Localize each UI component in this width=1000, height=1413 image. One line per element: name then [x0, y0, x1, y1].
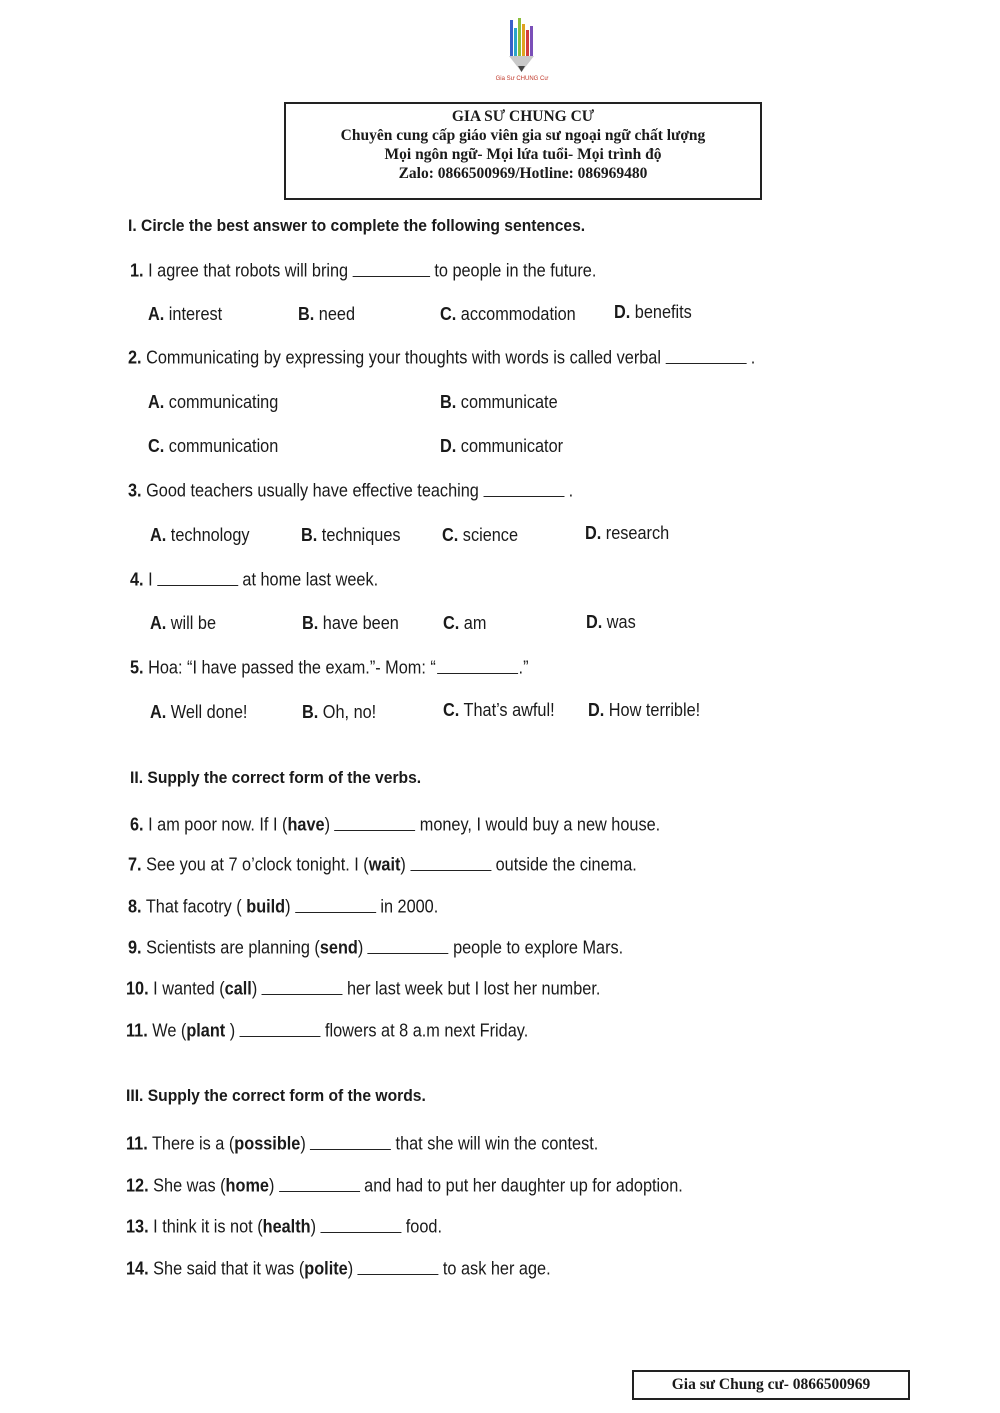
- option-3a[interactable]: [150, 524, 250, 546]
- word-item-12: [126, 1174, 683, 1197]
- answer-blank[interactable]: [483, 479, 564, 497]
- option-1b[interactable]: [298, 303, 355, 325]
- question-text: Good teachers usually have effective teaching: [146, 479, 479, 501]
- option-letter: A.: [150, 701, 167, 722]
- item-number: 14.: [126, 1257, 149, 1279]
- answer-blank[interactable]: [353, 259, 430, 277]
- item-number: 10.: [126, 977, 149, 999]
- answer-blank[interactable]: [368, 936, 449, 954]
- option-letter: A.: [150, 612, 167, 633]
- question-2: [128, 346, 755, 369]
- option-text: That’s awful!: [463, 699, 555, 720]
- item-text: There is a (: [151, 1132, 235, 1154]
- option-letter: C.: [443, 612, 460, 633]
- option-4b[interactable]: [302, 612, 399, 634]
- item-text: I think it is not (: [153, 1215, 263, 1237]
- option-letter: D.: [585, 522, 602, 543]
- answer-blank[interactable]: [310, 1132, 391, 1150]
- item-text: ): [268, 1174, 275, 1196]
- item-text: ): [225, 1019, 236, 1041]
- item-text: She was (: [153, 1174, 226, 1196]
- word-item-11: [126, 1132, 598, 1155]
- answer-blank[interactable]: [334, 813, 415, 831]
- item-number: 9.: [128, 936, 142, 958]
- item-text: See you at 7 o’clock tonight. I (: [146, 853, 369, 875]
- question-text-end: .: [750, 346, 756, 368]
- item-word: possible: [234, 1132, 301, 1154]
- option-5d[interactable]: [588, 699, 700, 721]
- logo-caption: Gia Sư CHUNG Cư: [495, 76, 549, 82]
- option-letter: A.: [148, 391, 165, 412]
- option-letter: A.: [150, 524, 167, 545]
- question-number: 5.: [130, 656, 144, 678]
- item-verb: build: [246, 895, 286, 917]
- header-box: [284, 102, 762, 200]
- question-text: I agree that robots will bring: [148, 259, 349, 281]
- item-number: 8.: [128, 895, 142, 917]
- option-text: How terrible!: [608, 699, 701, 720]
- option-letter: C.: [440, 303, 457, 324]
- question-text: Communicating by expressing your thoughts with words is called verbal: [146, 346, 661, 368]
- item-verb: have: [287, 813, 325, 835]
- item-text: I wanted (: [153, 977, 225, 999]
- option-letter: D.: [614, 301, 631, 322]
- item-text: ): [400, 853, 406, 875]
- item-text-end: in 2000.: [380, 895, 439, 917]
- answer-blank[interactable]: [157, 568, 238, 586]
- question-number: 2.: [128, 346, 142, 368]
- item-verb: send: [319, 936, 358, 958]
- item-number: 7.: [128, 853, 142, 875]
- footer-box: [632, 1370, 910, 1400]
- verb-item-6: [130, 813, 660, 836]
- question-4: [130, 568, 378, 591]
- item-text: ): [357, 936, 364, 958]
- item-word: health: [262, 1215, 311, 1237]
- option-1c[interactable]: [440, 303, 576, 325]
- option-letter: C.: [443, 699, 460, 720]
- option-text: am: [463, 612, 487, 633]
- option-text: communication: [168, 435, 279, 456]
- option-text: have been: [322, 612, 399, 633]
- section-2-title: II. Supply the correct form of the verbs.: [130, 768, 422, 787]
- question-3: [128, 479, 573, 502]
- verb-item-7: [128, 853, 637, 876]
- question-text-end: at home last week.: [242, 568, 379, 590]
- item-text: ): [310, 1215, 317, 1237]
- verb-item-9: [128, 936, 623, 959]
- option-letter: D.: [588, 699, 605, 720]
- question-1: [130, 259, 596, 282]
- header-scope: Mọi ngôn ngữ- Mọi lứa tuổi- Mọi trình độ: [384, 146, 662, 163]
- option-4d[interactable]: [586, 611, 636, 633]
- word-item-14: [126, 1257, 551, 1280]
- item-text-end: money, I would buy a new house.: [419, 813, 661, 835]
- item-text-end: to ask her age.: [442, 1257, 551, 1279]
- item-text: ): [285, 895, 291, 917]
- option-text: communicator: [460, 435, 564, 456]
- option-2a[interactable]: [148, 391, 278, 413]
- word-item-13: [126, 1215, 442, 1238]
- option-4c[interactable]: [443, 612, 486, 634]
- answer-blank[interactable]: [262, 977, 343, 995]
- option-letter: C.: [442, 524, 459, 545]
- item-number: 13.: [126, 1215, 149, 1237]
- option-text: benefits: [634, 301, 692, 322]
- question-number: 3.: [128, 479, 142, 501]
- item-text: I am poor now. If I (: [148, 813, 288, 835]
- option-2c[interactable]: [148, 435, 278, 457]
- item-verb: call: [224, 977, 252, 999]
- option-text: science: [462, 524, 519, 545]
- item-text-end: food.: [405, 1215, 442, 1237]
- item-text: ): [300, 1132, 306, 1154]
- option-3c[interactable]: [442, 524, 518, 546]
- question-text-end: .”: [518, 656, 529, 678]
- option-5c[interactable]: [443, 699, 555, 721]
- option-1d[interactable]: [614, 301, 692, 323]
- option-letter: B.: [301, 524, 318, 545]
- item-text-end: and had to put her daughter up for adoption.: [364, 1174, 683, 1196]
- answer-blank[interactable]: [665, 346, 746, 364]
- item-word: polite: [304, 1257, 348, 1279]
- option-text: will be: [170, 612, 217, 633]
- header-contact: Zalo: 0866500969/Hotline: 086969480: [398, 165, 648, 182]
- item-number: 6.: [130, 813, 144, 835]
- option-letter: B.: [302, 612, 319, 633]
- item-text: ): [251, 977, 258, 999]
- item-verb: plant: [186, 1019, 226, 1041]
- answer-blank[interactable]: [240, 1019, 321, 1037]
- item-text-end: flowers at 8 a.m next Friday.: [324, 1019, 529, 1041]
- option-text: was: [606, 611, 636, 632]
- answer-blank[interactable]: [279, 1174, 360, 1192]
- verb-item-11: [126, 1019, 528, 1042]
- item-text: Scientists are planning (: [146, 936, 320, 958]
- option-2d[interactable]: [440, 435, 563, 457]
- option-5a[interactable]: [150, 701, 247, 723]
- section-3-title: III. Supply the correct form of the words.: [126, 1086, 426, 1105]
- header-title: GIA SƯ CHUNG CƯ: [451, 108, 595, 125]
- verb-item-8: [128, 895, 438, 918]
- item-text-end: outside the cinema.: [495, 853, 637, 875]
- option-4a[interactable]: [150, 612, 216, 634]
- option-text: techniques: [321, 524, 401, 545]
- option-letter: C.: [148, 435, 165, 456]
- question-text-end: to people in the future.: [434, 259, 597, 281]
- item-verb: wait: [368, 853, 401, 875]
- item-text: We (: [152, 1019, 187, 1041]
- item-text: ): [347, 1257, 354, 1279]
- question-text-end: .: [568, 479, 574, 501]
- option-text: communicate: [460, 391, 558, 412]
- header-tagline: Chuyên cung cấp giáo viên gia sư ngoại ngữ chất lượng: [340, 127, 706, 144]
- option-5b[interactable]: [302, 701, 376, 723]
- item-text-end: that she will win the contest.: [395, 1132, 599, 1154]
- option-letter: B.: [302, 701, 319, 722]
- answer-blank[interactable]: [437, 656, 518, 674]
- answer-blank[interactable]: [410, 853, 491, 871]
- question-number: 4.: [130, 568, 144, 590]
- option-letter: B.: [298, 303, 315, 324]
- item-text: That facotry (: [145, 895, 247, 917]
- question-5: [130, 656, 529, 679]
- option-1a[interactable]: [148, 303, 222, 325]
- option-text: Well done!: [170, 701, 248, 722]
- verb-item-10: [126, 977, 600, 1000]
- question-text: I: [148, 568, 153, 590]
- item-word: home: [225, 1174, 269, 1196]
- question-number: 1.: [130, 259, 144, 281]
- item-text: She said that it was (: [153, 1257, 305, 1279]
- item-text-end: her last week but I lost her number.: [347, 977, 601, 999]
- option-text: technology: [170, 524, 250, 545]
- item-number: 12.: [126, 1174, 149, 1196]
- item-number: 11.: [126, 1019, 148, 1041]
- section-1-title: I. Circle the best answer to complete the following sentences.: [128, 216, 586, 235]
- item-text-end: people to explore Mars.: [453, 936, 624, 958]
- answer-blank[interactable]: [295, 895, 376, 913]
- item-text: ): [324, 813, 330, 835]
- option-text: Oh, no!: [322, 701, 377, 722]
- question-text: Hoa: “I have passed the exam.”- Mom: “: [148, 656, 436, 678]
- logo: [490, 14, 554, 86]
- item-number: 11.: [126, 1132, 148, 1154]
- option-letter: D.: [586, 611, 603, 632]
- option-3b[interactable]: [301, 524, 401, 546]
- option-letter: D.: [440, 435, 457, 456]
- option-3d[interactable]: [585, 522, 669, 544]
- option-letter: B.: [440, 391, 457, 412]
- option-text: research: [605, 522, 670, 543]
- option-letter: A.: [148, 303, 165, 324]
- answer-blank[interactable]: [320, 1215, 401, 1233]
- option-text: interest: [168, 303, 223, 324]
- option-text: need: [318, 303, 356, 324]
- option-2b[interactable]: [440, 391, 558, 413]
- option-text: communicating: [168, 391, 279, 412]
- answer-blank[interactable]: [358, 1257, 439, 1275]
- option-text: accommodation: [460, 303, 576, 324]
- footer-text: Gia sư Chung cư- 0866500969: [671, 1376, 871, 1393]
